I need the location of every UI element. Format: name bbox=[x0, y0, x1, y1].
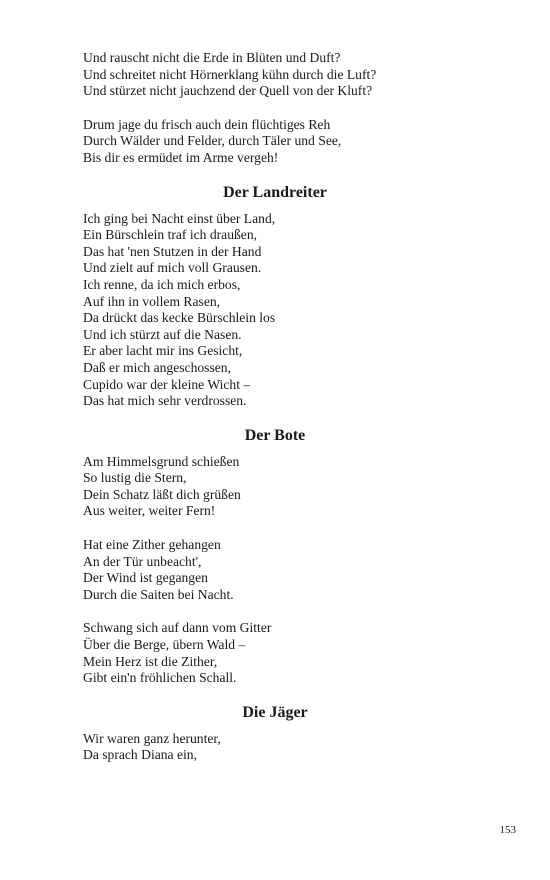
verse-line: Durch die Saiten bei Nacht. bbox=[83, 586, 234, 602]
poem-title-der-bote: Der Bote bbox=[244, 426, 306, 444]
verse-line: Und stürzet nicht jauchzend der Quell von der Kluft? bbox=[83, 83, 373, 99]
verse-line: Ein Bürschlein traf ich draußen, bbox=[83, 227, 258, 243]
bote-stanza-2 bbox=[83, 537, 483, 603]
verse-line: Und zielt auf mich voll Grausen. bbox=[83, 260, 262, 276]
verse-line: Mein Herz ist die Zither, bbox=[83, 653, 218, 669]
verse-line: Da sprach Diana ein, bbox=[83, 747, 197, 763]
verse-line: Und schreitet nicht Hörnerklang kühn durch die Luft? bbox=[83, 66, 377, 82]
verse-line: An der Tür unbeacht', bbox=[83, 553, 202, 569]
verse-line: Ich renne, da ich mich erbos, bbox=[83, 276, 241, 292]
verse-line: Cupido war der kleine Wicht – bbox=[83, 376, 251, 392]
verse-line: Bis dir es ermüdet im Arme vergeh! bbox=[83, 149, 279, 165]
verse-line: Und ich stürzt auf die Nasen. bbox=[83, 326, 242, 342]
verse-line: Das hat 'nen Stutzen in der Hand bbox=[83, 243, 262, 259]
intro-stanza-1 bbox=[83, 50, 483, 100]
verse-line: Wir waren ganz herunter, bbox=[83, 730, 221, 746]
verse-line: Der Wind ist gegangen bbox=[83, 570, 208, 586]
bote-stanza-3 bbox=[83, 620, 483, 686]
verse-line: So lustig die Stern, bbox=[83, 470, 187, 486]
verse-line: Durch Wälder und Felder, durch Täler und See, bbox=[83, 133, 342, 149]
page-content bbox=[83, 50, 483, 764]
verse-line: Über die Berge, übern Wald – bbox=[83, 637, 246, 653]
page-number: 153 bbox=[499, 824, 516, 836]
intro-stanza-2 bbox=[83, 117, 483, 167]
verse-line: Aus weiter, weiter Fern! bbox=[83, 503, 216, 519]
landreiter-stanza-1 bbox=[83, 211, 483, 410]
verse-line: Da drückt das kecke Bürschlein los bbox=[83, 310, 276, 326]
verse-line: Und rauscht nicht die Erde in Blüten und Duft? bbox=[83, 50, 341, 65]
verse-line: Daß er mich angeschossen, bbox=[83, 359, 231, 375]
verse-line: Dein Schatz läßt dich grüßen bbox=[83, 486, 241, 502]
poem-title-die-jaeger: Die Jäger bbox=[242, 703, 308, 721]
verse-line: Am Himmelsgrund schießen bbox=[83, 453, 240, 469]
verse-line: Gibt ein'n fröhlichen Schall. bbox=[83, 670, 237, 686]
jaeger-stanza-1 bbox=[83, 731, 483, 764]
verse-line: Er aber lacht mir ins Gesicht, bbox=[83, 343, 243, 359]
verse-line: Hat eine Zither gehangen bbox=[83, 537, 221, 553]
verse-line: Schwang sich auf dann vom Gitter bbox=[83, 620, 272, 636]
verse-line: Drum jage du frisch auch dein flüchtiges Reh bbox=[83, 116, 331, 132]
verse-line: Ich ging bei Nacht einst über Land, bbox=[83, 210, 276, 226]
verse-line: Auf ihn in vollem Rasen, bbox=[83, 293, 221, 309]
bote-stanza-1 bbox=[83, 454, 483, 520]
verse-line: Das hat mich sehr verdrossen. bbox=[83, 393, 247, 409]
poem-title-der-landreiter: Der Landreiter bbox=[223, 183, 327, 201]
